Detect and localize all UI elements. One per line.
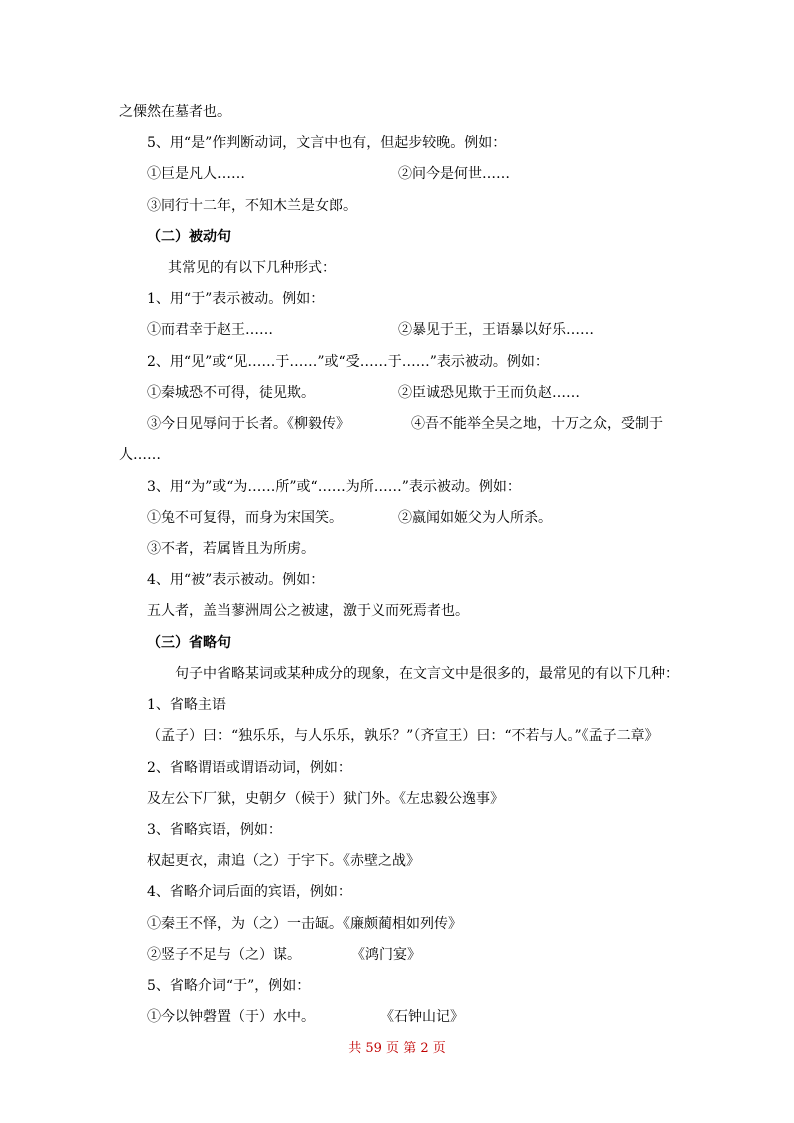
text-line: ①秦王不怿，为（之）一击缻。《廉颇蔺相如列传》	[147, 916, 462, 932]
text-line: 5、省略介词“于”，例如：	[147, 978, 311, 994]
text-line: ③今日见辱问于长者。《柳毅传》	[147, 416, 350, 432]
text-line: 句子中省略某词或某种成分的现象，在文言文中是很多的，最常见的有以下几种：	[175, 666, 679, 682]
text-line: ①兔不可复得，而身为宋国笑。	[147, 510, 343, 526]
text-line: 之傈然在墓者也。	[119, 104, 231, 120]
text-line: 2、用“见”或“见……于……”或“受……于……”表示被动。例如：	[147, 354, 549, 370]
text-line: 权起更衣，肃追（之）于宇下。《赤壁之战》	[147, 853, 420, 869]
text-line: 3、省略宾语，例如：	[147, 822, 282, 838]
section-heading: （二）被动句	[147, 229, 231, 245]
text-line: 其常见的有以下几种形式：	[168, 260, 336, 276]
text-line: 3、用“为”或“为……所”或“……为所……”表示被动。例如：	[147, 479, 521, 495]
page-footer: 共 59 页 第 2 页	[348, 1041, 446, 1056]
text-line: ②臣诚恐见欺于王而负赵……	[398, 385, 580, 401]
text-line: ②嬴闻如姬父为人所杀。	[398, 510, 552, 526]
text-line: 五人者，盖当蓼洲周公之被逮，激于义而死焉者也。	[147, 603, 469, 619]
text-line: 4、用“被”表示被动。例如：	[147, 572, 325, 588]
text-line: ②问今是何世……	[398, 166, 510, 182]
text-line: ①今以钟磬置（于）水中。	[147, 1009, 315, 1025]
text-line: ③同行十二年，不知木兰是女郎。	[147, 198, 357, 214]
text-line: ③不者，若属皆且为所虏。	[147, 541, 315, 557]
text-line: ①而君幸于赵王……	[147, 322, 273, 338]
text-line: ④吾不能举全吴之地，十万之众，受制于	[411, 416, 663, 432]
text-line: 4、省略介词后面的宾语，例如：	[147, 884, 352, 900]
text-line: 《石钟山记》	[380, 1009, 464, 1025]
text-line: 2、省略谓语或谓语动词，例如：	[147, 760, 352, 776]
text-line: （孟子）曰：“独乐乐，与人乐乐，孰乐？”（齐宣王）曰：“不若与人。”《孟子二章》	[147, 728, 659, 744]
text-line: 1、用“于”表示被动。例如：	[147, 291, 325, 307]
text-line: 及左公下厂狱，史朝夕（候于）狱门外。《左忠毅公逸事》	[147, 791, 504, 807]
text-line: 《鸿门宴》	[351, 947, 421, 963]
text-line: ②竖子不足与（之）谋。	[147, 947, 301, 963]
text-line: ①秦城恐不可得，徒见欺。	[147, 385, 315, 401]
text-line: 1、省略主语	[147, 697, 226, 713]
text-line: ②暴见于王，王语暴以好乐……	[398, 322, 594, 338]
text-line: 5、用“是”作判断动词，文言中也有，但起步较晚。例如：	[147, 135, 507, 151]
text-line: 人……	[119, 447, 161, 463]
text-line: ①巨是凡人……	[147, 166, 245, 182]
section-heading: （三）省略句	[147, 635, 231, 651]
